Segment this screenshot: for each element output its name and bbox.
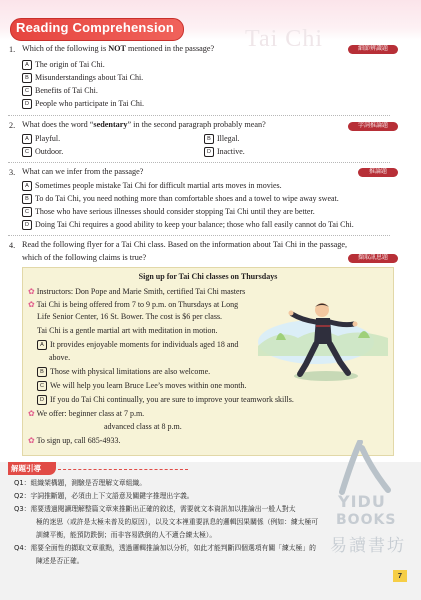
flyer-offer-2: advanced class at 8 p.m.: [104, 422, 182, 431]
q1-type-tag: 細節辨識題: [348, 45, 398, 54]
q2-number: 2.: [9, 121, 16, 130]
section-title: Reading Comprehension: [16, 20, 175, 35]
logo-books: BOOKS: [336, 512, 397, 528]
flyer-title: Sign up for Tai Chi classes on Thursdays: [138, 272, 278, 281]
flower-icon: ✿: [28, 300, 35, 309]
guide-q4: Q4：需要全面性的擷取文章重點，透過邏輯推論加以分析，如此才能判斷四個選項有關「練太極」的: [14, 544, 316, 552]
guide-q1: Q1：組織架構題，測驗是否理解文章組織。: [14, 479, 147, 487]
q3-type-tag: 推論題: [358, 168, 398, 177]
q1-stem: Which of the following is NOT mentioned in the passage?: [22, 44, 215, 53]
flyer-claim-a-cont: above.: [49, 353, 71, 362]
q3-stem: What can we infer from the passage?: [22, 167, 144, 176]
flower-icon: ✿: [28, 409, 35, 418]
flyer-schedule-2: Life Senior Center, 16 St. Bower. The cost is $6 per class.: [37, 312, 223, 321]
guide-title-rule: [58, 469, 188, 470]
guide-title: 解題引導: [11, 464, 41, 473]
q4-number: 4.: [9, 241, 16, 250]
flower-icon: ✿: [28, 436, 35, 445]
flyer-intro: Tai Chi is a gentle martial art with meditation in motion.: [37, 326, 218, 335]
logo-chinese: 易讀書坊: [330, 536, 406, 556]
guide-q3-cont: 極的迷思（或許是太極未普及的原因），以及文本裡重要訊息的邏輯因果關係（例如：練太極可: [36, 518, 319, 526]
divider: [8, 235, 390, 236]
q1-option-a[interactable]: A The origin of Tai Chi.: [22, 59, 105, 71]
q3-option-d[interactable]: D Doing Tai Chi requires a good ability to keep your balance; those who fall easily cannot do Tai Chi.: [22, 219, 354, 231]
flyer-schedule-1: ✿ Tai Chi is being offered from 7 to 9 p.m. on Thursdays at Long: [28, 300, 239, 309]
q4-type-tag: 擷取訊息題: [348, 254, 398, 263]
flyer-claim-b[interactable]: B Those with physical limitations are also welcome.: [37, 366, 210, 378]
q2-option-c[interactable]: C Outdoor.: [22, 146, 63, 158]
q1-option-b[interactable]: B Misunderstandings about Tai Chi.: [22, 72, 143, 84]
q2-type-tag: 字詞推論題: [348, 122, 398, 131]
flyer-claim-a[interactable]: A It provides enjoyable moments for individuals aged 18 and: [37, 339, 238, 351]
q2-option-b[interactable]: B Illegal.: [204, 133, 239, 145]
guide-q4-cont: 陳述是否正確。: [36, 557, 84, 565]
q3-number: 3.: [9, 168, 16, 177]
q2-stem: What does the word “sedentary” in the second paragraph probably mean?: [22, 120, 266, 129]
divider: [8, 115, 390, 116]
flyer-instructors: ✿ Instructors: Don Pope and Marie Smith, certified Tai Chi masters: [28, 287, 246, 296]
logo-yidu: YIDU: [338, 492, 386, 511]
guide-q3-cont: 訓練平衡，能預防跌倒；而非容易跌倒的人不適合練太極）。: [36, 531, 217, 539]
q3-option-c[interactable]: C Those who have serious illnesses should consider stopping Tai Chi until they are better.: [22, 206, 315, 218]
q3-option-b[interactable]: B To do Tai Chi, you need nothing more than comfortable shoes and a towel to wipe away sweat.: [22, 193, 339, 205]
q4-stem-line2: which of the following claims is true?: [22, 253, 147, 262]
tai-chi-illustration: [258, 296, 388, 382]
q2-option-a[interactable]: A Playful.: [22, 133, 60, 145]
divider: [8, 162, 390, 163]
q1-option-d[interactable]: D People who participate in Tai Chi.: [22, 98, 144, 110]
q1-number: 1.: [9, 45, 16, 54]
flower-icon: ✿: [28, 287, 35, 296]
publisher-logo-icon: [328, 440, 398, 496]
flyer-signup: ✿ To sign up, call 685-4933.: [28, 436, 121, 445]
q4-stem-line1: Read the following flyer for a Tai Chi class. Based on the information about Tai Chi in the passage,: [22, 240, 348, 249]
page-number: 7: [393, 570, 407, 582]
flyer-claim-d[interactable]: D If you do Tai Chi continually, you are sure to improve your teamwork skills.: [37, 394, 294, 406]
guide-q3: Q3：需要透過閱讀理解整篇文章來推斷出正確的敘述，需要就文本資訊加以推論出一般人對太: [14, 505, 296, 513]
q1-option-c[interactable]: C Benefits of Tai Chi.: [22, 85, 98, 97]
flyer-claim-c[interactable]: C We will help you learn Bruce Lee’s moves within one month.: [37, 380, 246, 392]
q2-option-d[interactable]: D Inactive.: [204, 146, 245, 158]
q3-option-a[interactable]: A Sometimes people mistake Tai Chi for difficult martial arts moves in movies.: [22, 180, 282, 192]
flyer-offer-1: ✿ We offer: beginner class at 7 p.m.: [28, 409, 145, 418]
faint-title: Tai Chi: [245, 26, 323, 52]
guide-q2: Q2：字詞推斷題，必須由上下文語意及關鍵字推理出字義。: [14, 492, 194, 500]
